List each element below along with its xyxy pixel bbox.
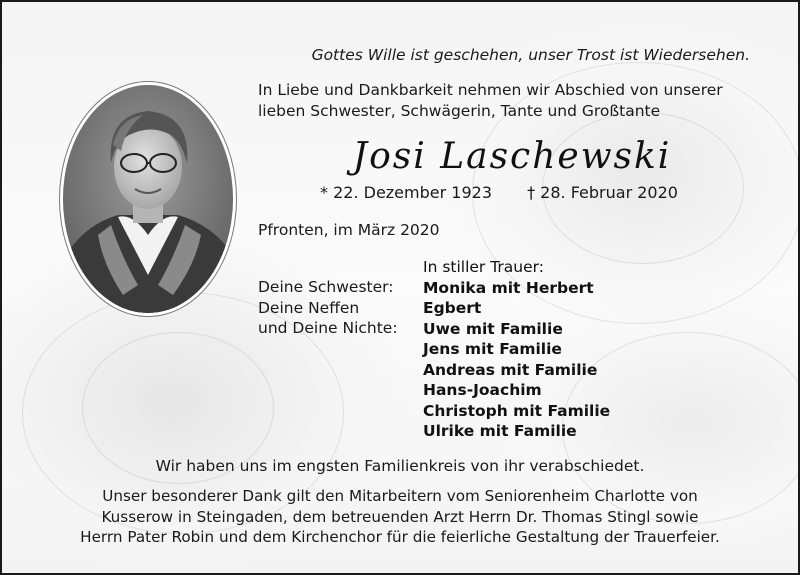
place-and-date: Pfronten, im März 2020: [258, 221, 440, 239]
mourner-name: Uwe mit Familie: [423, 319, 563, 338]
portrait-illustration: [63, 85, 233, 313]
intro-text: [258, 80, 778, 122]
birth-date: * 22. Dezember 1923: [320, 183, 492, 202]
farewell-text: Wir haben uns im engsten Familienkreis von ihr verabschiedet.: [155, 457, 645, 475]
mourning-lead: In stiller Trauer:: [423, 258, 544, 276]
relations-list: [258, 277, 398, 339]
mourner-name: Andreas mit Familie: [423, 360, 598, 379]
motto-text: Gottes Wille ist geschehen, unser Trost ist Wiedersehen.: [311, 46, 750, 64]
life-dates: [320, 183, 678, 202]
death-date: † 28. Februar 2020: [527, 183, 678, 202]
mourner-name: Christoph mit Familie: [423, 401, 611, 420]
relation-label: und Deine Nichte:: [258, 319, 398, 337]
relation-label: Deine Neffen: [258, 298, 360, 317]
intro-line: In Liebe und Dankbarkeit nehmen wir Abschied von unserer: [258, 81, 723, 99]
portrait-photo: [60, 82, 236, 316]
thanks-line: Kusserow in Steingaden, dem betreuenden Arzt Herrn Dr. Thomas Stingl sowie: [101, 507, 699, 526]
thanks-text: [32, 486, 768, 548]
relation-label: Deine Schwester:: [258, 278, 394, 296]
mourner-name: Egbert: [423, 299, 482, 317]
intro-line: lieben Schwester, Schwägerin, Tante und Großtante: [258, 102, 661, 120]
mourners-list: [423, 257, 610, 442]
mourner-name: Ulrike mit Familie: [423, 422, 577, 440]
deceased-name: Josi Laschewski: [352, 136, 672, 177]
mourner-name: Hans-Joachim: [423, 381, 542, 399]
mourner-name: Monika mit Herbert: [423, 278, 594, 297]
mourner-name: Jens mit Familie: [423, 340, 562, 358]
thanks-line: Unser besonderer Dank gilt den Mitarbeitern vom Seniorenheim Charlotte von: [102, 487, 698, 505]
thanks-line: Herrn Pater Robin und dem Kirchenchor für die feierliche Gestaltung der Trauerfeier.: [80, 528, 720, 546]
